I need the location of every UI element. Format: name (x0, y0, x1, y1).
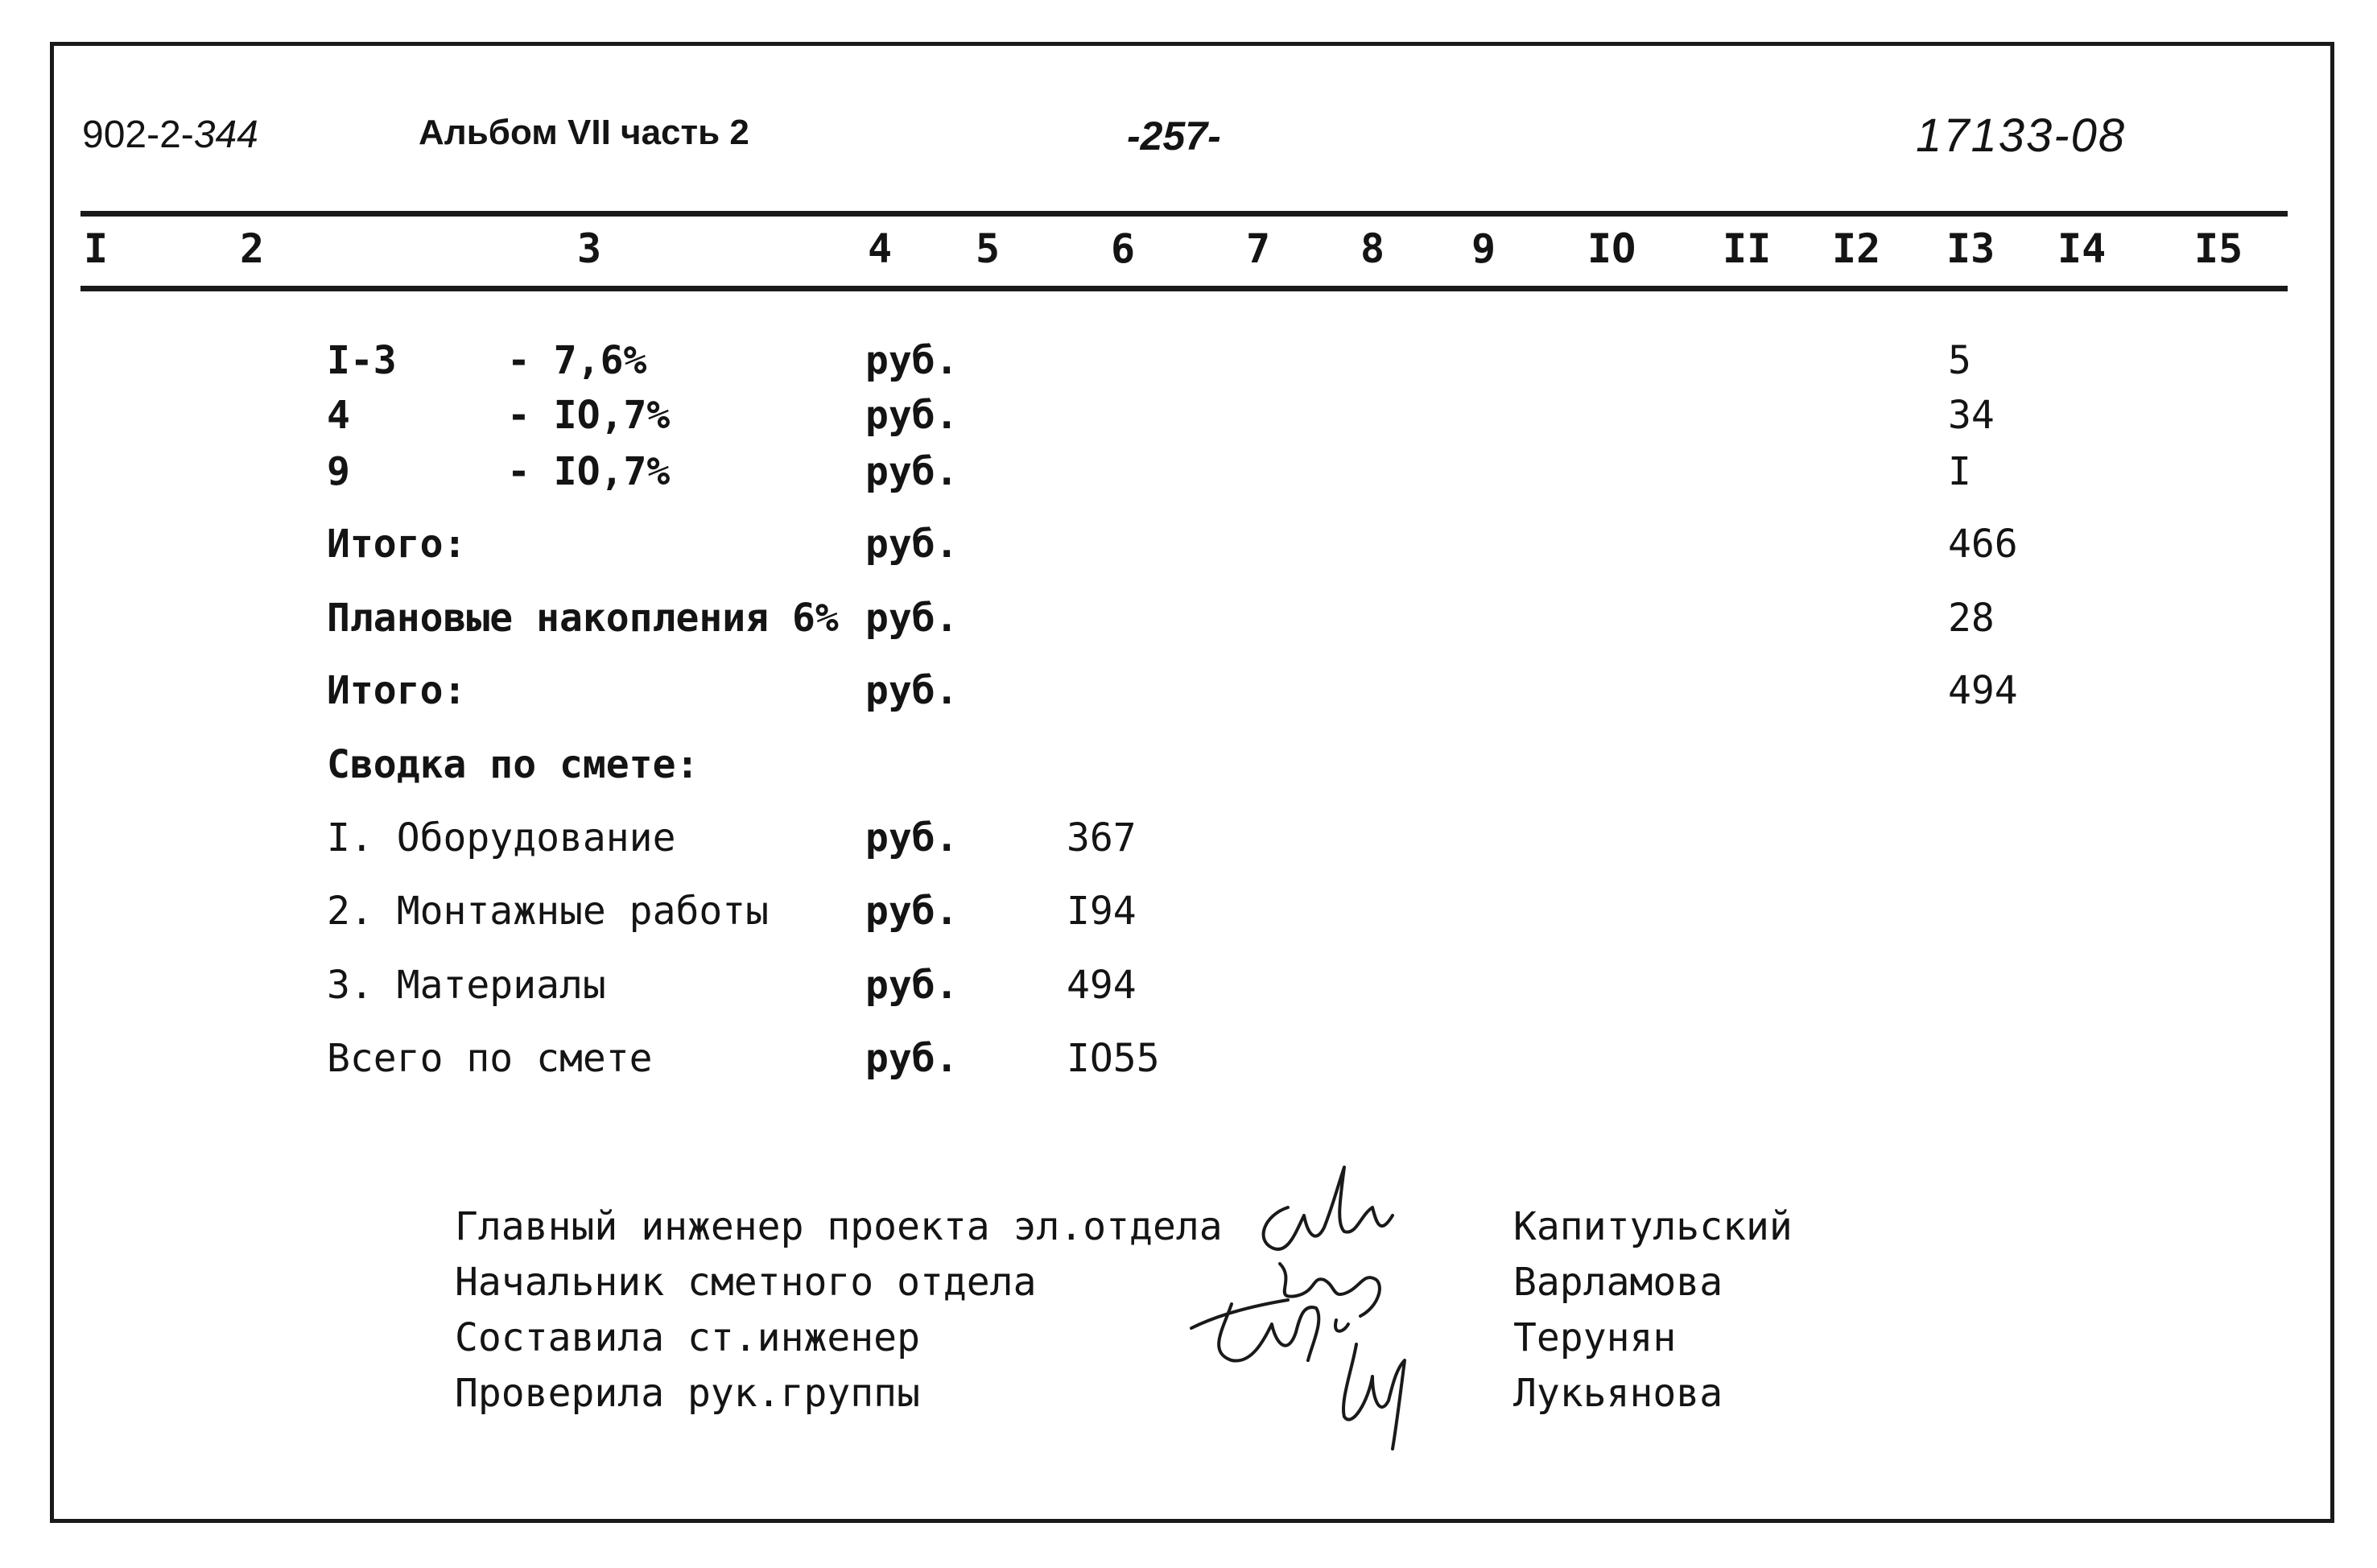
column-number-13: I3 (1946, 225, 1995, 272)
row-col13-value: I (1948, 449, 1971, 494)
column-number-12: I2 (1832, 225, 1881, 272)
row-percent: - IO,7% (507, 393, 671, 438)
signature-role: Начальник сметного отдела (455, 1260, 1037, 1305)
row-unit: руб. (865, 815, 959, 860)
row-name: 2. Монтажные работы (327, 889, 770, 934)
section-title: Сводка по смете: (327, 742, 699, 787)
column-number-11: II (1723, 225, 1772, 272)
row-col13-value: 5 (1948, 338, 1971, 383)
signature-role: Проверила рук.группы (455, 1371, 920, 1416)
row-name: 9 (327, 449, 350, 494)
column-number-9: 9 (1471, 225, 1496, 272)
row-name: Всего по смете (327, 1036, 653, 1081)
row-col13-value: 28 (1948, 596, 1995, 641)
project-code-handwritten: 344 (193, 113, 258, 156)
row-name: 4 (327, 393, 350, 438)
column-number-15: I5 (2194, 225, 2243, 272)
table-header-rule-bottom (80, 286, 2288, 291)
row-unit: руб. (865, 596, 959, 641)
column-number-10: IO (1587, 225, 1636, 272)
frame-border-bottom (50, 1519, 2334, 1523)
row-name: I-3 (327, 338, 397, 383)
row-col6-value: 367 (1067, 815, 1137, 860)
row-col6-value: I94 (1067, 889, 1137, 934)
row-unit: руб. (865, 338, 959, 383)
frame-border-right (2330, 42, 2334, 1523)
row-unit: руб. (865, 963, 959, 1008)
row-unit: руб. (865, 393, 959, 438)
column-number-1: I (84, 225, 109, 272)
column-number-2: 2 (240, 225, 265, 272)
signature-roles (455, 1199, 1223, 1422)
row-name: Итого: (327, 668, 467, 713)
row-name: I. Оборудование (327, 815, 676, 860)
row-col6-value: 494 (1067, 963, 1137, 1008)
page-number: -257- (1127, 113, 1221, 159)
table-header-rule-top (80, 211, 2288, 217)
signature-name: Варламова (1513, 1260, 1723, 1305)
row-unit: руб. (865, 889, 959, 934)
row-unit: руб. (865, 449, 959, 494)
signature-role: Главный инженер проекта эл.отдела (455, 1204, 1223, 1249)
handwritten-signatures (1175, 1159, 1481, 1465)
frame-border-top (50, 42, 2334, 46)
album-label: Альбом VII часть 2 (419, 113, 749, 152)
column-number-14: I4 (2057, 225, 2107, 272)
signature-name: Лукьянова (1513, 1371, 1723, 1416)
project-code (82, 113, 258, 157)
signature-name: Терунян (1513, 1315, 1677, 1360)
row-col13-value: 34 (1948, 393, 1995, 438)
signature-name: Капитульский (1513, 1204, 1793, 1249)
frame-border-left (50, 42, 54, 1523)
row-unit: руб. (865, 668, 959, 713)
row-percent: - IO,7% (507, 449, 671, 494)
column-number-5: 5 (976, 225, 1001, 272)
column-number-7: 7 (1246, 225, 1271, 272)
project-code-prefix: 902-2- (82, 113, 194, 156)
row-col13-value: 466 (1948, 522, 2018, 567)
document-number: 17133-08 (1916, 109, 2127, 162)
row-col13-value: 494 (1948, 668, 2018, 713)
column-number-3: 3 (577, 225, 602, 272)
row-unit: руб. (865, 1036, 959, 1081)
row-unit: руб. (865, 522, 959, 567)
row-percent: - 7,6% (507, 338, 647, 383)
signature-role: Составила ст.инженер (455, 1315, 920, 1360)
row-name: 3. Материалы (327, 963, 606, 1008)
row-name: Итого: (327, 522, 467, 567)
signature-names (1513, 1199, 1793, 1422)
column-number-8: 8 (1360, 225, 1385, 272)
column-number-6: 6 (1111, 225, 1136, 272)
row-name: Плановые накопления 6% (327, 596, 839, 641)
column-number-4: 4 (868, 225, 893, 272)
row-col6-value: IO55 (1067, 1036, 1160, 1081)
